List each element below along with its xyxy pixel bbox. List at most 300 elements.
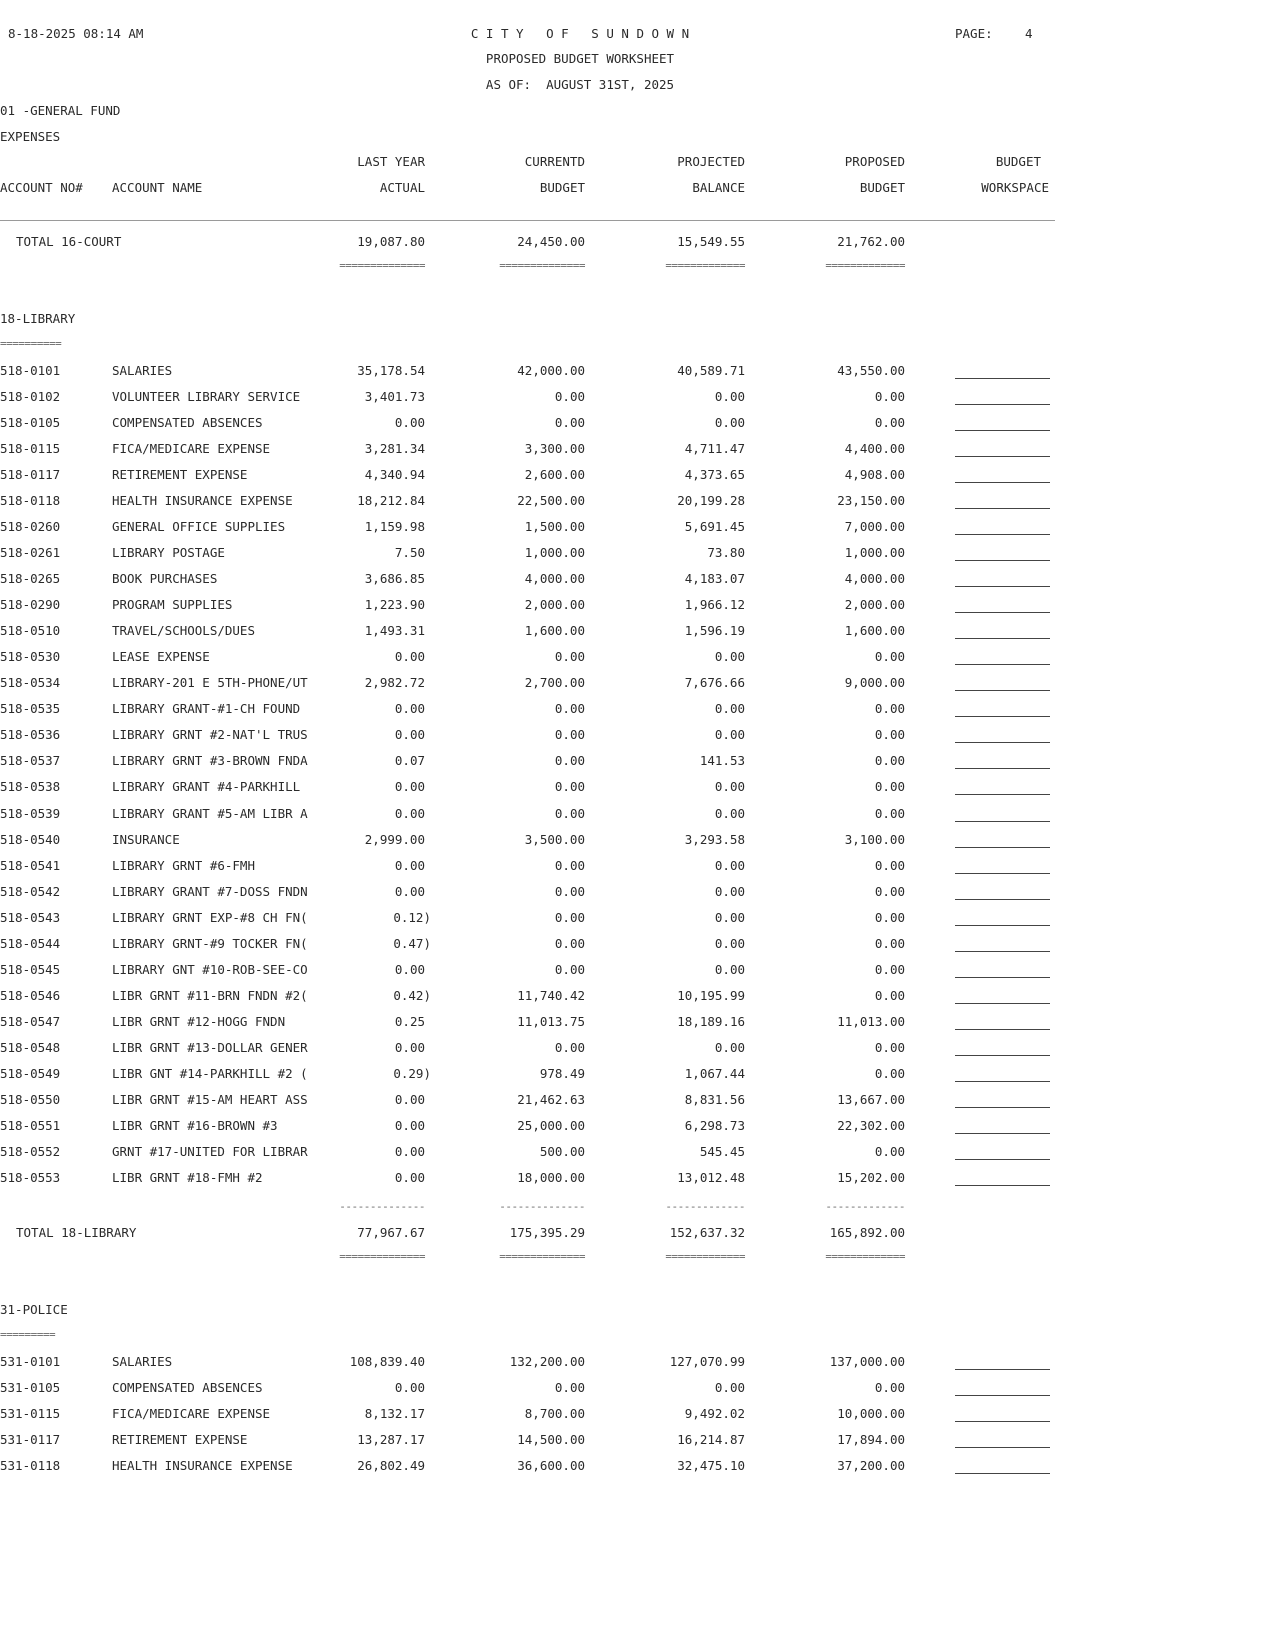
current-budget: 2,600.00 [524, 467, 585, 482]
proposed-budget: 17,894.00 [837, 1432, 905, 1447]
police-section-underline: ========= [0, 1328, 56, 1341]
account-number: 518-0541 [0, 858, 61, 873]
budget-workspace-entry[interactable] [955, 1133, 1050, 1134]
budget-workspace-entry[interactable] [955, 1081, 1050, 1082]
budget-workspace-entry[interactable] [955, 638, 1050, 639]
budget-workspace-entry[interactable] [955, 612, 1050, 613]
library-section-title: 18-LIBRARY [0, 311, 76, 326]
current-budget: 21,462.63 [517, 1092, 585, 1107]
account-number: 518-0549 [0, 1066, 61, 1081]
account-name: LIBR GRNT #16-BROWN #3 [112, 1118, 278, 1133]
account-number: 518-0551 [0, 1118, 61, 1133]
account-name: LIBRARY GNT #10-ROB-SEE-CO [112, 962, 308, 977]
col-header-current: CURRENTD [524, 154, 585, 169]
proposed-budget: 3,100.00 [844, 832, 905, 847]
current-budget: 18,000.00 [517, 1170, 585, 1185]
account-number: 518-0534 [0, 675, 61, 690]
current-budget: 0.00 [554, 753, 585, 768]
account-number: 518-0545 [0, 962, 61, 977]
budget-workspace-entry[interactable] [955, 508, 1050, 509]
last-year-actual: 0.29) [393, 1066, 431, 1081]
last-year-actual: 0.07 [394, 753, 425, 768]
account-name: LIBRARY GRANT #4-PARKHILL [112, 779, 301, 794]
account-number: 518-0537 [0, 753, 61, 768]
current-budget: 1,000.00 [524, 545, 585, 560]
last-year-actual: 4,340.94 [364, 467, 425, 482]
account-name: RETIREMENT EXPENSE [112, 467, 248, 482]
current-budget: 4,000.00 [524, 571, 585, 586]
court-total-current: 24,450.00 [517, 234, 585, 249]
proposed-budget: 22,302.00 [837, 1118, 905, 1133]
projected-balance: 16,214.87 [677, 1432, 745, 1447]
current-budget: 0.00 [554, 806, 585, 821]
proposed-budget: 11,013.00 [837, 1014, 905, 1029]
current-budget: 0.00 [554, 936, 585, 951]
current-budget: 0.00 [554, 910, 585, 925]
projected-balance: 5,691.45 [684, 519, 745, 534]
proposed-budget: 7,000.00 [844, 519, 905, 534]
account-number: 518-0265 [0, 571, 61, 586]
proposed-budget: 0.00 [874, 936, 905, 951]
library-sep-last: ============== [339, 1250, 425, 1263]
projected-balance: 18,189.16 [677, 1014, 745, 1029]
col-header-proposed: PROPOSED [844, 154, 905, 169]
court-total-last: 19,087.80 [357, 234, 425, 249]
account-name: LIBRARY GRANT #7-DOSS FNDN [112, 884, 308, 899]
last-year-actual: 0.00 [394, 1092, 425, 1107]
projected-balance: 0.00 [714, 936, 745, 951]
account-number: 518-0535 [0, 701, 61, 716]
library-total-label: TOTAL 18-LIBRARY [16, 1225, 137, 1240]
account-name: LIBRARY GRANT-#1-CH FOUND [112, 701, 301, 716]
last-year-actual: 0.00 [394, 649, 425, 664]
budget-workspace-entry[interactable] [955, 1029, 1050, 1030]
projected-balance: 13,012.48 [677, 1170, 745, 1185]
projected-balance: 0.00 [714, 806, 745, 821]
account-name: SALARIES [112, 363, 173, 378]
account-name: GENERAL OFFICE SUPPLIES [112, 519, 286, 534]
col-header-last-year: LAST YEAR [357, 154, 425, 169]
budget-workspace-entry[interactable] [955, 1369, 1050, 1370]
projected-balance: 0.00 [714, 910, 745, 925]
account-name: LEASE EXPENSE [112, 649, 210, 664]
last-year-actual: 1,223.90 [364, 597, 425, 612]
last-year-actual: 0.00 [394, 858, 425, 873]
col-header-projected: PROJECTED [677, 154, 745, 169]
projected-balance: 0.00 [714, 962, 745, 977]
budget-workspace-entry[interactable] [955, 847, 1050, 848]
projected-balance: 1,966.12 [684, 597, 745, 612]
budget-workspace-entry[interactable] [955, 1447, 1050, 1448]
proposed-budget: 4,908.00 [844, 467, 905, 482]
court-sep-current: ============== [499, 259, 585, 272]
budget-workspace-entry[interactable] [955, 1473, 1050, 1474]
projected-balance: 73.80 [707, 545, 745, 560]
last-year-actual: 0.12) [393, 910, 431, 925]
account-name: LIBR GRNT #12-HOGG FNDN [112, 1014, 286, 1029]
budget-workspace-entry[interactable] [955, 1185, 1050, 1186]
projected-balance: 3,293.58 [684, 832, 745, 847]
projected-balance: 0.00 [714, 389, 745, 404]
proposed-budget: 10,000.00 [837, 1406, 905, 1421]
last-year-actual: 0.00 [394, 1040, 425, 1055]
proposed-budget: 0.00 [874, 806, 905, 821]
projected-balance: 10,195.99 [677, 988, 745, 1003]
current-budget: 2,000.00 [524, 597, 585, 612]
budget-workspace-entry[interactable] [955, 456, 1050, 457]
current-budget: 0.00 [554, 701, 585, 716]
page-number: 4 [1025, 26, 1033, 41]
account-name: LIBRARY GRNT-#9 TOCKER FN( [112, 936, 308, 951]
account-number: 518-0101 [0, 363, 61, 378]
account-number: 518-0530 [0, 649, 61, 664]
proposed-budget: 0.00 [874, 858, 905, 873]
account-name: LIBR GRNT #11-BRN FNDN #2( [112, 988, 308, 1003]
account-name: SALARIES [112, 1354, 173, 1369]
subtotal-separator: -------------- [339, 1200, 425, 1213]
account-name: LIBR GRNT #13-DOLLAR GENER [112, 1040, 308, 1055]
budget-workspace-entry[interactable] [955, 534, 1050, 535]
projected-balance: 9,492.02 [684, 1406, 745, 1421]
last-year-actual: 1,159.98 [364, 519, 425, 534]
account-name: BOOK PURCHASES [112, 571, 218, 586]
last-year-actual: 8,132.17 [364, 1406, 425, 1421]
police-section-title: 31-POLICE [0, 1302, 68, 1317]
library-sep-proposed: ============= [825, 1250, 905, 1263]
account-name: LIBR GRNT #15-AM HEART ASS [112, 1092, 308, 1107]
proposed-budget: 137,000.00 [829, 1354, 905, 1369]
account-number: 518-0543 [0, 910, 61, 925]
col-header-current-budget: BUDGET [539, 180, 585, 195]
account-name: LIBR GRNT #18-FMH #2 [112, 1170, 263, 1185]
col-header-proposed-budget: BUDGET [859, 180, 905, 195]
last-year-actual: 0.00 [394, 884, 425, 899]
account-name: INSURANCE [112, 832, 180, 847]
account-name: LIBRARY-201 E 5TH-PHONE/UT [112, 675, 308, 690]
account-number: 518-0547 [0, 1014, 61, 1029]
projected-balance: 127,070.99 [669, 1354, 745, 1369]
account-name: LIBRARY POSTAGE [112, 545, 225, 560]
proposed-budget: 0.00 [874, 779, 905, 794]
subtotal-separator: ------------- [825, 1200, 905, 1213]
account-name: LIBR GNT #14-PARKHILL #2 ( [112, 1066, 308, 1081]
projected-balance: 0.00 [714, 884, 745, 899]
proposed-budget: 0.00 [874, 753, 905, 768]
col-header-account-no: ACCOUNT NO# [0, 180, 83, 195]
account-name: COMPENSATED ABSENCES [112, 1380, 263, 1395]
current-budget: 0.00 [554, 884, 585, 899]
budget-workspace-entry[interactable] [955, 1159, 1050, 1160]
account-name: FICA/MEDICARE EXPENSE [112, 1406, 271, 1421]
current-budget: 11,013.75 [517, 1014, 585, 1029]
proposed-budget: 0.00 [874, 389, 905, 404]
header-rule [0, 220, 1055, 221]
current-budget: 11,740.42 [517, 988, 585, 1003]
current-budget: 0.00 [554, 962, 585, 977]
account-name: TRAVEL/SCHOOLS/DUES [112, 623, 255, 638]
report-datetime: 8-18-2025 08:14 AM [8, 26, 144, 41]
account-number: 518-0544 [0, 936, 61, 951]
page-label: PAGE: [955, 26, 993, 41]
account-number: 531-0118 [0, 1458, 61, 1473]
court-sep-projected: ============= [665, 259, 745, 272]
account-name: LIBRARY GRNT #2-NAT'L TRUS [112, 727, 308, 742]
account-name: LIBRARY GRNT #3-BROWN FNDA [112, 753, 308, 768]
proposed-budget: 0.00 [874, 701, 905, 716]
current-budget: 42,000.00 [517, 363, 585, 378]
proposed-budget: 15,202.00 [837, 1170, 905, 1185]
account-name: RETIREMENT EXPENSE [112, 1432, 248, 1447]
last-year-actual: 0.00 [394, 962, 425, 977]
budget-workspace-entry[interactable] [955, 794, 1050, 795]
account-name: LIBRARY GRNT #6-FMH [112, 858, 255, 873]
projected-balance: 545.45 [699, 1144, 745, 1159]
last-year-actual: 7.50 [394, 545, 425, 560]
current-budget: 0.00 [554, 415, 585, 430]
projected-balance: 6,298.73 [684, 1118, 745, 1133]
proposed-budget: 0.00 [874, 415, 905, 430]
proposed-budget: 23,150.00 [837, 493, 905, 508]
library-total-last: 77,967.67 [357, 1225, 425, 1240]
subtotal-separator: -------------- [499, 1200, 585, 1213]
account-number: 518-0115 [0, 441, 61, 456]
account-number: 531-0115 [0, 1406, 61, 1421]
budget-workspace-entry[interactable] [955, 716, 1050, 717]
projected-balance: 0.00 [714, 779, 745, 794]
proposed-budget: 0.00 [874, 727, 905, 742]
budget-workspace-entry[interactable] [955, 1055, 1050, 1056]
budget-workspace-entry[interactable] [955, 742, 1050, 743]
last-year-actual: 0.42) [393, 988, 431, 1003]
last-year-actual: 0.00 [394, 806, 425, 821]
last-year-actual: 3,401.73 [364, 389, 425, 404]
last-year-actual: 2,999.00 [364, 832, 425, 847]
current-budget: 22,500.00 [517, 493, 585, 508]
projected-balance: 4,183.07 [684, 571, 745, 586]
budget-workspace-entry[interactable] [955, 821, 1050, 822]
account-name: PROGRAM SUPPLIES [112, 597, 233, 612]
last-year-actual: 0.47) [393, 936, 431, 951]
current-budget: 0.00 [554, 858, 585, 873]
court-total-proposed: 21,762.00 [837, 234, 905, 249]
library-total-current: 175,395.29 [509, 1225, 585, 1240]
account-number: 518-0553 [0, 1170, 61, 1185]
account-number: 518-0260 [0, 519, 61, 534]
account-name: VOLUNTEER LIBRARY SERVICE [112, 389, 301, 404]
account-number: 531-0101 [0, 1354, 61, 1369]
projected-balance: 0.00 [714, 1380, 745, 1395]
account-number: 518-0105 [0, 415, 61, 430]
last-year-actual: 108,839.40 [349, 1354, 425, 1369]
projected-balance: 32,475.10 [677, 1458, 745, 1473]
col-header-account-name: ACCOUNT NAME [112, 180, 203, 195]
last-year-actual: 1,493.31 [364, 623, 425, 638]
proposed-budget: 1,000.00 [844, 545, 905, 560]
budget-workspace-entry[interactable] [955, 378, 1050, 379]
projected-balance: 1,596.19 [684, 623, 745, 638]
current-budget: 500.00 [539, 1144, 585, 1159]
budget-workspace-entry[interactable] [955, 1003, 1050, 1004]
court-total-projected: 15,549.55 [677, 234, 745, 249]
current-budget: 3,500.00 [524, 832, 585, 847]
proposed-budget: 37,200.00 [837, 1458, 905, 1473]
last-year-actual: 35,178.54 [357, 363, 425, 378]
projected-balance: 0.00 [714, 649, 745, 664]
col-header-balance: BALANCE [692, 180, 745, 195]
library-sep-current: ============== [499, 1250, 585, 1263]
library-section-underline: ========== [0, 337, 62, 350]
last-year-actual: 3,281.34 [364, 441, 425, 456]
account-name: LIBRARY GRNT EXP-#8 CH FN( [112, 910, 308, 925]
budget-workspace-entry[interactable] [955, 664, 1050, 665]
account-number: 518-0546 [0, 988, 61, 1003]
fund-name: 01 -GENERAL FUND [0, 103, 121, 118]
current-budget: 132,200.00 [509, 1354, 585, 1369]
budget-workspace-entry[interactable] [955, 977, 1050, 978]
account-number: 518-0290 [0, 597, 61, 612]
budget-workspace-entry[interactable] [955, 1421, 1050, 1422]
account-number: 518-0540 [0, 832, 61, 847]
current-budget: 978.49 [539, 1066, 585, 1081]
account-number: 518-0548 [0, 1040, 61, 1055]
proposed-budget: 0.00 [874, 1040, 905, 1055]
proposed-budget: 4,400.00 [844, 441, 905, 456]
projected-balance: 4,373.65 [684, 467, 745, 482]
col-header-actual: ACTUAL [379, 180, 425, 195]
current-budget: 0.00 [554, 779, 585, 794]
account-number: 518-0542 [0, 884, 61, 899]
col-header-budget: BUDGET [995, 154, 1041, 169]
budget-workspace-entry[interactable] [955, 586, 1050, 587]
account-name: COMPENSATED ABSENCES [112, 415, 263, 430]
budget-workspace-entry[interactable] [955, 873, 1050, 874]
last-year-actual: 0.00 [394, 415, 425, 430]
current-budget: 0.00 [554, 727, 585, 742]
proposed-budget: 0.00 [874, 1380, 905, 1395]
proposed-budget: 0.00 [874, 649, 905, 664]
account-name: HEALTH INSURANCE EXPENSE [112, 1458, 293, 1473]
projected-balance: 0.00 [714, 727, 745, 742]
account-number: 518-0538 [0, 779, 61, 794]
projected-balance: 1,067.44 [684, 1066, 745, 1081]
account-number: 518-0118 [0, 493, 61, 508]
section-name: EXPENSES [0, 129, 61, 144]
report-city-title: C I T Y O F S U N D O W N [470, 26, 690, 41]
budget-workspace-entry[interactable] [955, 768, 1050, 769]
court-total-label: TOTAL 16-COURT [16, 234, 122, 249]
account-number: 531-0105 [0, 1380, 61, 1395]
budget-workspace-entry[interactable] [955, 482, 1050, 483]
proposed-budget: 1,600.00 [844, 623, 905, 638]
library-total-proposed: 165,892.00 [829, 1225, 905, 1240]
last-year-actual: 18,212.84 [357, 493, 425, 508]
subtotal-separator: ------------- [665, 1200, 745, 1213]
current-budget: 1,600.00 [524, 623, 585, 638]
last-year-actual: 0.00 [394, 727, 425, 742]
current-budget: 0.00 [554, 1040, 585, 1055]
account-number: 518-0261 [0, 545, 61, 560]
account-number: 531-0117 [0, 1432, 61, 1447]
current-budget: 0.00 [554, 1380, 585, 1395]
projected-balance: 4,711.47 [684, 441, 745, 456]
last-year-actual: 0.00 [394, 701, 425, 716]
projected-balance: 0.00 [714, 858, 745, 873]
account-number: 518-0536 [0, 727, 61, 742]
last-year-actual: 0.25 [394, 1014, 425, 1029]
report-subtitle: PROPOSED BUDGET WORKSHEET [485, 51, 675, 66]
current-budget: 0.00 [554, 649, 585, 664]
proposed-budget: 0.00 [874, 884, 905, 899]
account-name: GRNT #17-UNITED FOR LIBRAR [112, 1144, 308, 1159]
current-budget: 0.00 [554, 389, 585, 404]
last-year-actual: 0.00 [394, 1380, 425, 1395]
current-budget: 1,500.00 [524, 519, 585, 534]
last-year-actual: 0.00 [394, 1118, 425, 1133]
report-as-of: AS OF: AUGUST 31ST, 2025 [485, 77, 675, 92]
account-name: HEALTH INSURANCE EXPENSE [112, 493, 293, 508]
budget-workspace-entry[interactable] [955, 925, 1050, 926]
proposed-budget: 0.00 [874, 1144, 905, 1159]
account-number: 518-0117 [0, 467, 61, 482]
account-number: 518-0510 [0, 623, 61, 638]
library-total-projected: 152,637.32 [669, 1225, 745, 1240]
library-sep-projected: ============= [665, 1250, 745, 1263]
proposed-budget: 43,550.00 [837, 363, 905, 378]
projected-balance: 0.00 [714, 1040, 745, 1055]
last-year-actual: 2,982.72 [364, 675, 425, 690]
account-name: LIBRARY GRANT #5-AM LIBR A [112, 806, 308, 821]
budget-workspace-entry[interactable] [955, 951, 1050, 952]
projected-balance: 8,831.56 [684, 1092, 745, 1107]
projected-balance: 141.53 [699, 753, 745, 768]
proposed-budget: 2,000.00 [844, 597, 905, 612]
current-budget: 8,700.00 [524, 1406, 585, 1421]
projected-balance: 40,589.71 [677, 363, 745, 378]
budget-workspace-entry[interactable] [955, 899, 1050, 900]
proposed-budget: 9,000.00 [844, 675, 905, 690]
projected-balance: 7,676.66 [684, 675, 745, 690]
account-number: 518-0102 [0, 389, 61, 404]
budget-workspace-entry[interactable] [955, 690, 1050, 691]
proposed-budget: 0.00 [874, 962, 905, 977]
account-number: 518-0552 [0, 1144, 61, 1159]
budget-workspace-entry[interactable] [955, 560, 1050, 561]
proposed-budget: 0.00 [874, 910, 905, 925]
current-budget: 14,500.00 [517, 1432, 585, 1447]
proposed-budget: 0.00 [874, 1066, 905, 1081]
current-budget: 36,600.00 [517, 1458, 585, 1473]
budget-workspace-entry[interactable] [955, 404, 1050, 405]
budget-workspace-entry[interactable] [955, 1395, 1050, 1396]
proposed-budget: 4,000.00 [844, 571, 905, 586]
last-year-actual: 26,802.49 [357, 1458, 425, 1473]
last-year-actual: 0.00 [394, 1144, 425, 1159]
current-budget: 25,000.00 [517, 1118, 585, 1133]
last-year-actual: 13,287.17 [357, 1432, 425, 1447]
account-name: FICA/MEDICARE EXPENSE [112, 441, 271, 456]
projected-balance: 0.00 [714, 415, 745, 430]
budget-workspace-entry[interactable] [955, 430, 1050, 431]
col-header-workspace: WORKSPACE [981, 180, 1049, 195]
court-sep-proposed: ============= [825, 259, 905, 272]
court-sep-last: ============== [339, 259, 425, 272]
proposed-budget: 13,667.00 [837, 1092, 905, 1107]
last-year-actual: 3,686.85 [364, 571, 425, 586]
projected-balance: 20,199.28 [677, 493, 745, 508]
budget-workspace-entry[interactable] [955, 1107, 1050, 1108]
last-year-actual: 0.00 [394, 1170, 425, 1185]
projected-balance: 0.00 [714, 701, 745, 716]
